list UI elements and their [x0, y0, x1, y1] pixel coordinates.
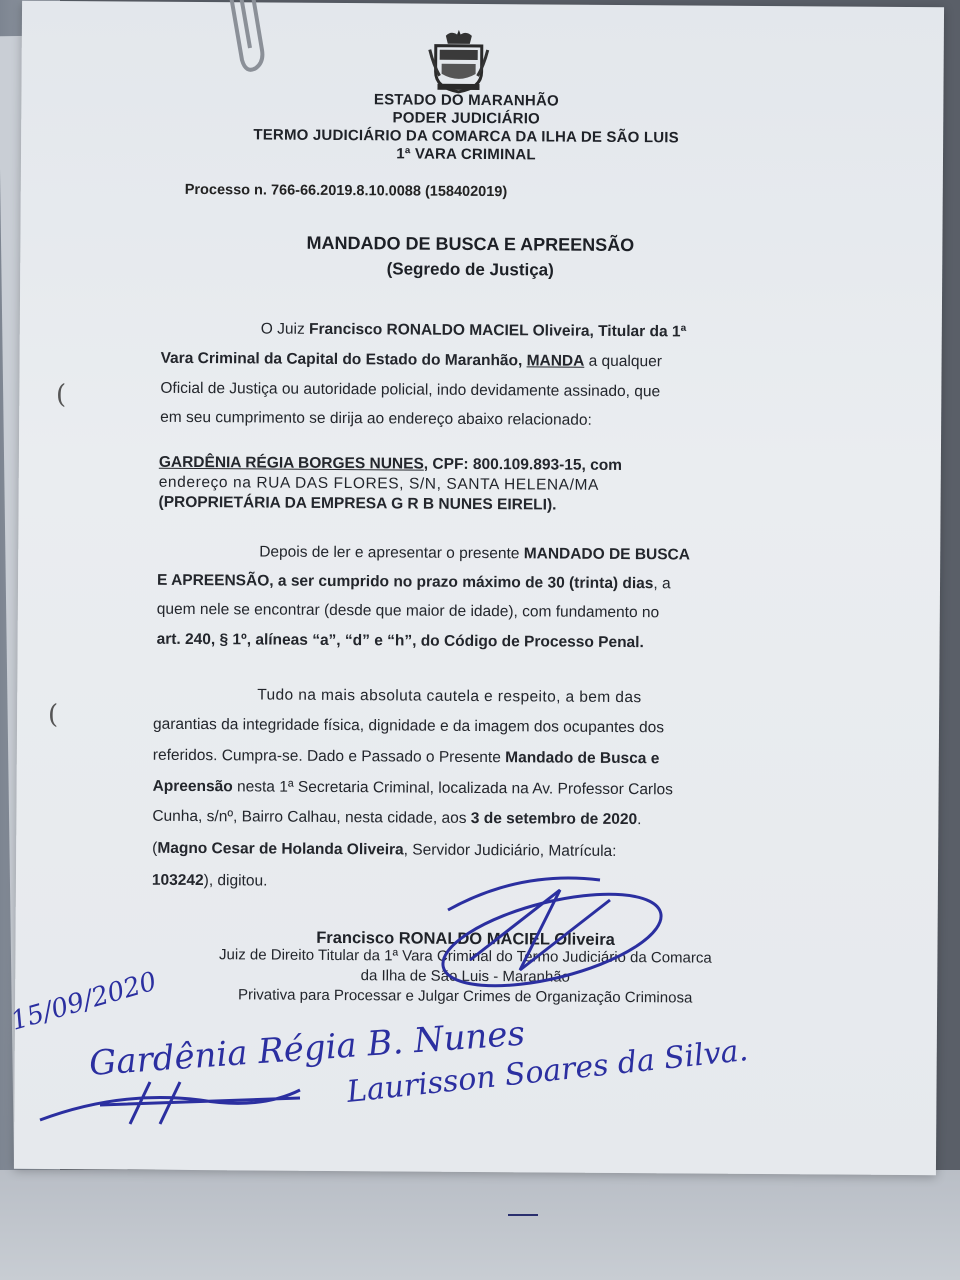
p4-line-3: referidos. Cumpra-se. Dado e Passado o Presente Mandado de Busca e: [152, 746, 660, 768]
p4-line-7: 103242), digitou.: [151, 871, 268, 890]
p2-line-1: GARDÊNIA RÉGIA BORGES NUNES, CPF: 800.109.893-15, com: [158, 453, 623, 474]
p4-line-2: garantias da integridade física, dignidade e da imagem dos ocupantes dos: [152, 715, 665, 737]
p4-line-5: Cunha, s/nº, Bairro Calhau, nesta cidade, aos 3 de setembro de 2020.: [152, 807, 642, 829]
p1-line-2: Vara Criminal da Capital do Estado do Maranhão, MANDA a qualquer: [160, 349, 662, 371]
judge-name: Francisco RONALDO MACIEL Oliveira: [316, 928, 615, 949]
handwritten-date: 15/09/2020: [7, 966, 160, 1037]
document-title: MANDADO DE BUSCA E APREENSÃO: [306, 232, 635, 256]
paper-clip-icon: [222, 0, 272, 80]
header-state: ESTADO DO MARANHÃO: [373, 91, 559, 110]
punch-hole-icon: (: [56, 380, 67, 410]
p4-line-1: Tudo na mais absoluta cautela e respeito, a bem das: [257, 686, 642, 707]
document-subtitle: (Segredo de Justiça): [386, 259, 554, 280]
p3-line-1: Depois de ler e apresentar o presente MANDADO DE BUSCA: [259, 543, 691, 564]
p1-line-1: O Juiz Francisco RONALDO MACIEL Oliveira, Titular da 1ª: [260, 320, 687, 341]
p2-line-2: endereço na RUA DAS FLORES, S/N, SANTA HELENA/MA: [158, 473, 600, 494]
p4-line-6: (Magno Cesar de Holanda Oliveira, Servidor Judiciário, Matrícula:: [152, 839, 617, 860]
judge-role-line-3: Privativa para Processar e Julgar Crimes de Organização Criminosa: [237, 986, 693, 1007]
handwritten-signature-1: Gardênia Régia B. Nunes: [87, 1013, 527, 1084]
table-surface: [0, 1170, 960, 1280]
p1-line-3: Oficial de Justiça ou autoridade policial, indo devidamente assinado, que: [160, 379, 661, 401]
p1-line-4: em seu cumprimento se dirija ao endereço abaixo relacionado:: [160, 408, 592, 429]
p2-line-3: (PROPRIETÁRIA DA EMPRESA G R B NUNES EIRELI).: [158, 493, 557, 514]
p3-line-3: quem nele se encontrar (desde que maior de idade), com fundamento no: [156, 600, 660, 622]
punch-hole-icon: (: [48, 700, 59, 730]
ink-mark: [508, 1214, 538, 1216]
handwritten-signature-2: Laurisson Soares da Silva.: [345, 1033, 750, 1110]
p4-line-4: Apreensão nesta 1ª Secretaria Criminal, localizada na Av. Professor Carlos: [152, 777, 674, 799]
header-vara: 1ª VARA CRIMINAL: [396, 145, 536, 164]
warrant-document: [14, 1, 944, 1175]
judge-role-line-2: da Ilha de São Luis - Maranhão: [360, 967, 571, 986]
judge-role-line-1: Juiz de Direito Titular da 1ª Vara Criminal do Termo Judiciário da Comarca: [219, 946, 712, 967]
process-number: Processo n. 766-66.2019.8.10.0088 (158402019): [184, 181, 508, 201]
header-power: PODER JUDICIÁRIO: [392, 109, 541, 128]
p3-line-2: E APREENSÃO, a ser cumprido no prazo máximo de 30 (trinta) dias, a: [156, 571, 671, 593]
p3-line-4: art. 240, § 1º, alíneas “a”, “d” e “h”, do Código de Processo Penal.: [156, 630, 644, 652]
header-court: TERMO JUDICIÁRIO DA COMARCA DA ILHA DE SÃO LUIS: [253, 126, 679, 147]
coat-of-arms-icon: [425, 26, 491, 96]
